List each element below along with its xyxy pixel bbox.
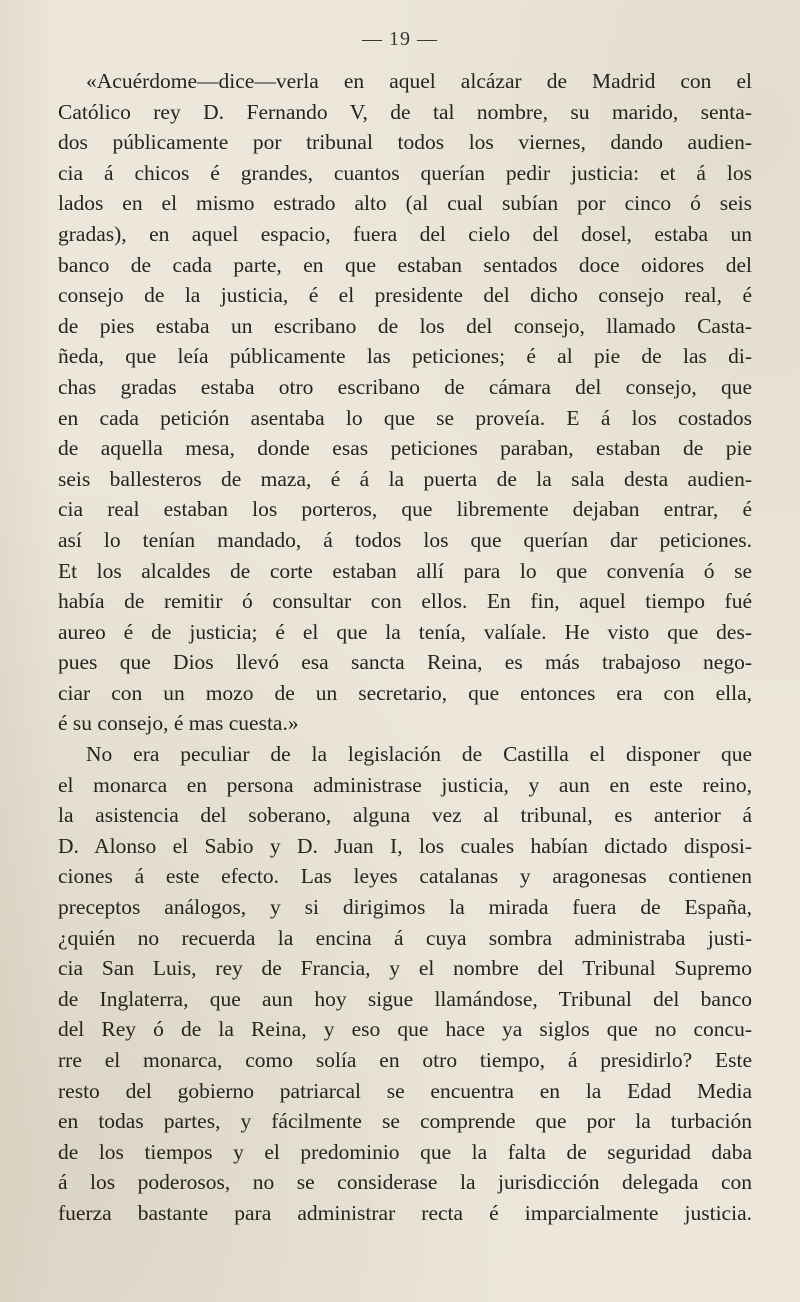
text-line: había de remitir ó consultar con ellos. En fin, aquel tiempo fué: [58, 589, 752, 614]
text-line: No era peculiar de la legislación de Castilla el disponer que: [86, 742, 752, 767]
text-line: en cada petición asentaba lo que se proveía. E á los costados: [58, 405, 752, 430]
text-line: seis ballesteros de maza, é á la puerta de la sala desta audien-: [58, 466, 752, 491]
text-line: cia á chicos é grandes, cuantos querían pedir justicia: et á los: [58, 160, 752, 185]
text-line: en todas partes, y fácilmente se comprende que por la turbación: [58, 1109, 752, 1134]
text-line: cia real estaban los porteros, que libremente dejaban entrar, é: [58, 497, 752, 522]
text-line: dos públicamente por tribunal todos los viernes, dando audien-: [58, 130, 752, 155]
text-line: así lo tenían mandado, á todos los que querían dar peticiones.: [58, 527, 752, 552]
text-line: D. Alonso el Sabio y D. Juan I, los cuales habían dictado disposi-: [58, 833, 752, 858]
text-line: del Rey ó de la Reina, y eso que hace ya siglos que no concu-: [58, 1017, 752, 1042]
text-line: cia San Luis, rey de Francia, y el nombre del Tribunal Supremo: [58, 956, 752, 981]
text-line: el monarca en persona administrase justicia, y aun en este reino,: [58, 772, 752, 797]
body-text: [58, 66, 752, 1229]
text-line: «Acuérdome—dice—verla en aquel alcázar de Madrid con el: [86, 69, 752, 93]
text-line: ciar con un mozo de un secretario, que entonces era con ella,: [58, 680, 752, 705]
text-line: rre el monarca, como solía en otro tiempo, á presidirlo? Este: [58, 1048, 752, 1072]
text-line: resto del gobierno patriarcal se encuentra en la Edad Media: [58, 1078, 752, 1103]
text-line: ñeda, que leía públicamente las peticiones; é al pie de las di-: [58, 344, 752, 369]
text-line: de aquella mesa, donde esas peticiones paraban, estaban de pie: [58, 436, 752, 461]
text-line: gradas), en aquel espacio, fuera del cielo del dosel, estaba un: [58, 221, 752, 246]
text-line: de Inglaterra, que aun hoy sigue llamándose, Tribunal del banco: [58, 986, 752, 1011]
text-line: fuerza bastante para administrar recta é imparcialmente justicia.: [58, 1200, 752, 1225]
text-line: aureo é de justicia; é el que la tenía, valíale. He visto que des-: [58, 619, 752, 644]
text-line: chas gradas estaba otro escribano de cámara del consejo, que: [58, 374, 752, 399]
text-line: ciones á este efecto. Las leyes catalanas y aragonesas contienen: [58, 864, 752, 889]
text-line: Católico rey D. Fernando V, de tal nombre, su marido, senta-: [58, 99, 752, 124]
text-line: Et los alcaldes de corte estaban allí para lo que convenía ó se: [58, 558, 752, 583]
text-line: ¿quién no recuerda la encina á cuya sombra administraba justi-: [58, 925, 752, 950]
text-line: lados en el mismo estrado alto (al cual subían por cinco ó seis: [58, 191, 752, 216]
text-line: preceptos análogos, y si dirigimos la mirada fuera de España,: [58, 895, 752, 920]
text-line: de los tiempos y el predominio que la falta de seguridad daba: [58, 1139, 752, 1164]
text-line: pues que Dios llevó esa sancta Reina, es más trabajoso nego-: [58, 650, 752, 675]
page-number: — 19 —: [362, 28, 438, 50]
text-line: á los poderosos, no se considerase la jurisdicción delegada con: [58, 1170, 752, 1195]
text-line: é su consejo, é mas cuesta.»: [58, 711, 299, 736]
text-line: de pies estaba un escribano de los del consejo, llamado Casta-: [58, 313, 752, 338]
text-line: la asistencia del soberano, alguna vez al tribunal, es anterior á: [58, 803, 752, 828]
text-line: consejo de la justicia, é el presidente del dicho consejo real, é: [58, 283, 752, 308]
text-line: banco de cada parte, en que estaban sentados doce oidores del: [58, 252, 752, 277]
